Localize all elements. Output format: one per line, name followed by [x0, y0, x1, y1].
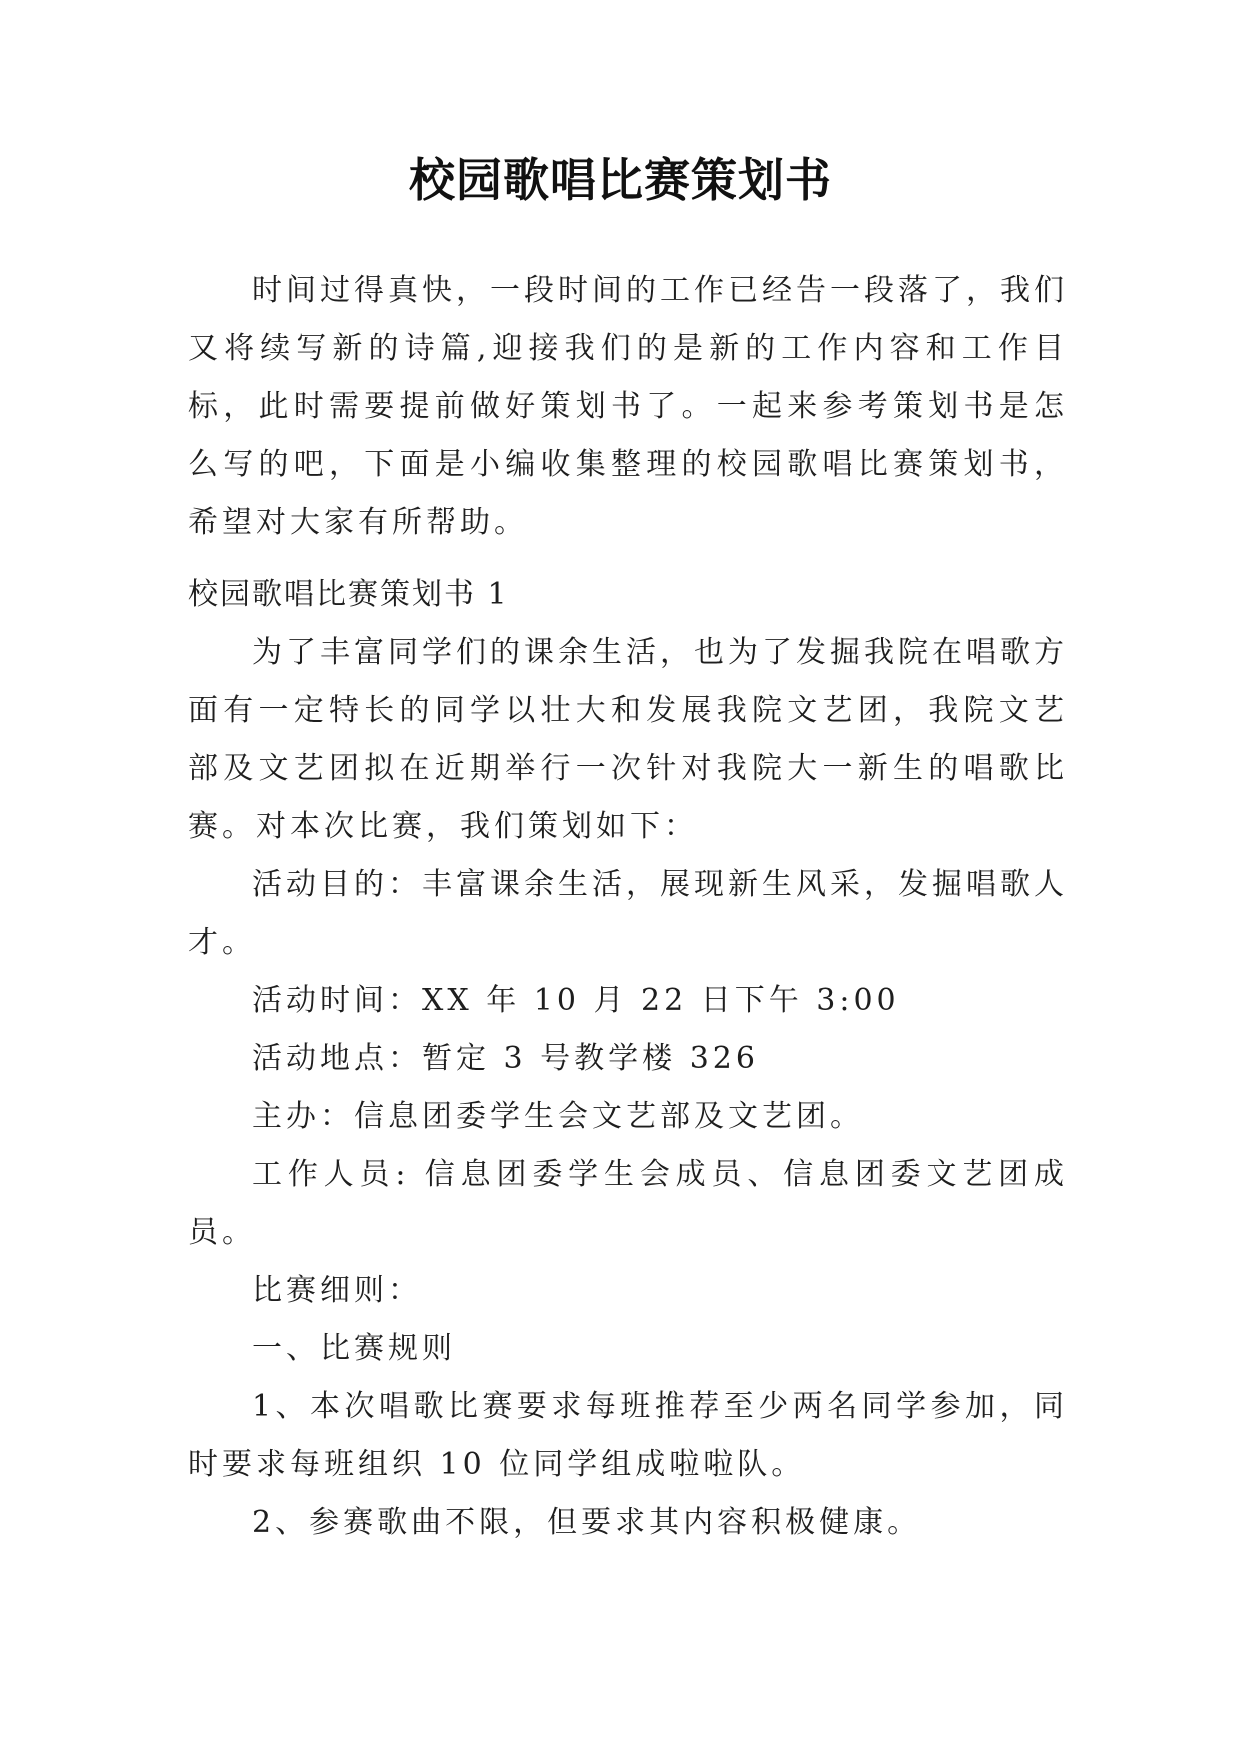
section-1 — [188, 566, 1068, 1552]
paragraph-rule-1: 1、本次唱歌比赛要求每班推荐至少两名同学参加，同时要求每班组织 10 位同学组成啦啦队。 — [188, 1389, 1068, 1482]
paragraph-organizer: 主办：信息团委学生会文艺部及文艺团。 — [252, 1099, 864, 1134]
paragraph-competition-rules: 一、比赛规则 — [252, 1331, 456, 1366]
paragraph-rule-2: 2、参赛歌曲不限，但要求其内容积极健康。 — [252, 1505, 922, 1540]
paragraph-rules-heading: 比赛细则： — [252, 1273, 422, 1308]
section-heading: 校园歌唱比赛策划书 1 — [188, 577, 509, 612]
paragraph-activity-time: 活动时间：XX 年 10 月 22 日下午 3:00 — [252, 983, 900, 1018]
paragraph-purpose-intro: 为了丰富同学们的课余生活，也为了发掘我院在唱歌方面有一定特长的同学以壮大和发展我院文艺团，我院文艺部及文艺团拟在近期举行一次针对我院大一新生的唱歌比赛。对本次比赛，我们策划如下： — [188, 635, 1068, 844]
document-title: 校园歌唱比赛策划书 — [409, 153, 832, 207]
intro-block — [188, 262, 1068, 552]
paragraph-activity-location: 活动地点：暂定 3 号教学楼 326 — [252, 1041, 759, 1076]
intro-paragraph: 时间过得真快，一段时间的工作已经告一段落了，我们又将续写新的诗篇,迎接我们的是新的工作内容和工作目标，此时需要提前做好策划书了。一起来参考策划书是怎么写的吧，下面是小编收集整理的校园歌唱比赛策划书，希望对大家有所帮助。 — [188, 273, 1068, 540]
paragraph-activity-goal: 活动目的：丰富课余生活，展现新生风采，发掘唱歌人才。 — [188, 867, 1068, 960]
paragraph-staff: 工作人员: 信息团委学生会成员、信息团委文艺团成员。 — [188, 1157, 1068, 1250]
